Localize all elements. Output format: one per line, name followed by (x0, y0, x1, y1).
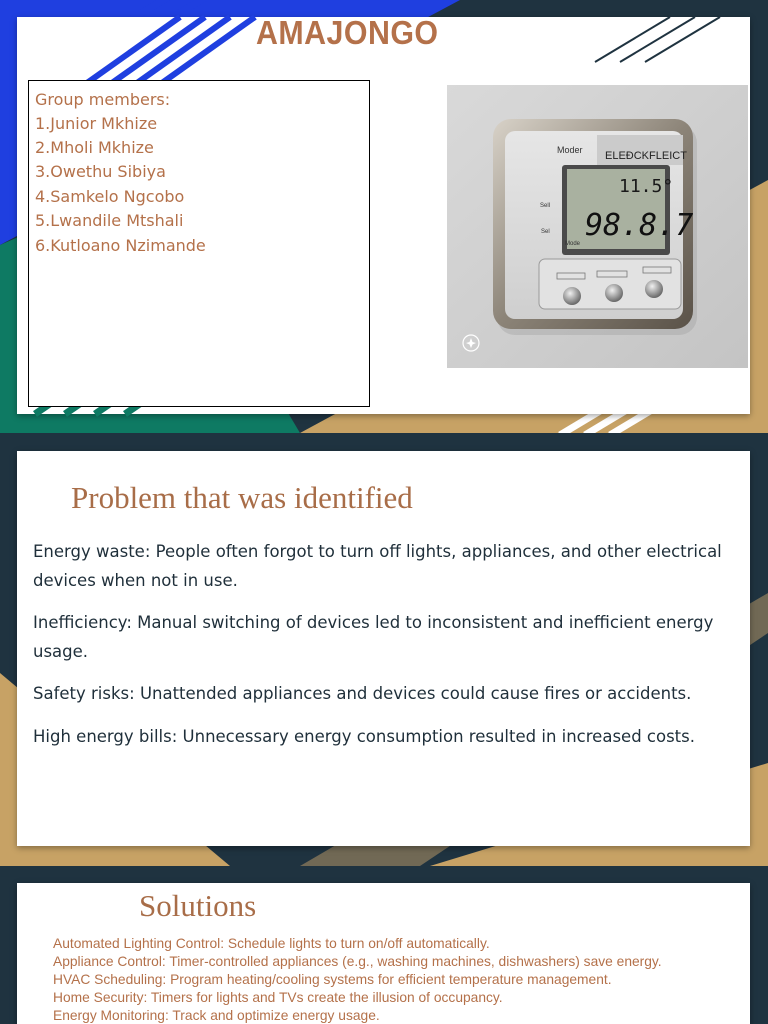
problem-paragraph (33, 608, 768, 666)
device-sel-label: Sel (541, 229, 550, 235)
problem-heading: Problem that was identified (71, 480, 413, 515)
solution-item: Automated Lighting Control: Schedule lights to turn on/off automatically. (53, 936, 490, 951)
slide-problem (0, 433, 768, 866)
solution-item: Energy Monitoring: Track and optimize energy usage. (53, 1008, 380, 1023)
device-reading-main: 98.8.7 (585, 208, 694, 243)
problem-line: Inefficiency: Manual switching of devices led to inconsistent and inefficient energy (33, 613, 714, 632)
problem-line: Energy waste: People often forgot to turn off lights, appliances, and other electrical (33, 542, 722, 561)
member-item: 2.Mholi Mkhize (35, 138, 154, 157)
solution-item: Home Security: Timers for lights and TVs create the illusion of occupancy. (53, 990, 503, 1005)
problem-paragraph (33, 537, 768, 595)
slide-title (0, 0, 768, 433)
device-mode2-label: Mode (565, 241, 581, 247)
slide-solutions (0, 866, 768, 1024)
member-item: 3.Owethu Sibiya (35, 162, 166, 181)
timer-device-image (447, 85, 748, 368)
solution-item: HVAC Scheduling: Program heating/cooling systems for efficient temperature management. (53, 972, 612, 987)
members-heading: Group members: (35, 90, 171, 109)
problem-paragraph (33, 722, 768, 751)
problem-line: devices when not in use. (33, 571, 238, 590)
slide1-title: AMAJONGO (256, 14, 439, 51)
member-item: 6.Kutloano Nzimande (35, 236, 206, 255)
problem-line: usage. (33, 642, 89, 661)
problem-line: Safety risks: Unattended appliances and devices could cause fires or accidents. (33, 684, 692, 703)
device-brand-text: ELEÐCKFLEICT (605, 150, 687, 162)
device-reading-top: 11.5° (619, 176, 674, 197)
solutions-heading: Solutions (139, 888, 257, 923)
problem-paragraph (33, 679, 768, 708)
member-item: 4.Samkelo Ngcobo (35, 187, 185, 206)
device-sell-label: Sell (540, 203, 551, 209)
solution-item: Appliance Control: Timer-controlled appliances (e.g., washing machines, dishwashers) save energy. (53, 954, 662, 969)
member-item: 1.Junior Mkhize (35, 114, 158, 133)
problem-line: High energy bills: Unnecessary energy consumption resulted in increased costs. (33, 727, 695, 746)
member-item: 5.Lwandile Mtshali (35, 211, 184, 230)
device-mode-label: Moder (557, 145, 583, 155)
